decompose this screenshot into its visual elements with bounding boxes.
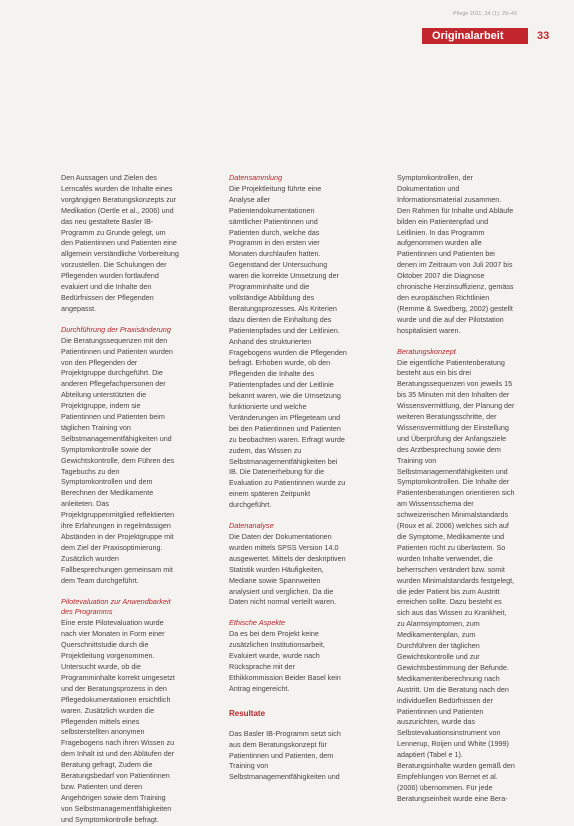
paragraph: Eine erste Pilotevaluation wurde nach vier Monaten in Form einer Querschnittstudie durch die Projektleitung vorgenommen. Untersucht wurde, ob die Programminhalte korrekt umgesetzt und der Beratungsprozess in den Pflegedokumentationen ersichtlich waren. Zusätzlich wurden die Pflegenden mittels eines selbsterstellten anonymen Fragebogens nach ihren Wissen zu dem Inhalt ist und den Abläufen der Beratung gefragt, Zudem die Beratungsbedarf von Patientinnen bzw. Patienten und deren Angehörigen sowie dem Training von Selbstmanagementfähigkeiten und Symptomkontrolle befragt. — [61, 618, 175, 824]
paragraph: Die Beratungssequenzen mit den Patientinnen und Patienten wurden von den Pflegenden der Projektgruppe durchgeführt. Die anderen Pflegefachpersonen der Abteilung unterstützten die Projektgruppe, indem sie Patientinnen und Patienten beim täglichen Training von Selbstmanagementfähigkeiten und Symptomkontrolle sowie der Gewichtskontrolle, dem Führen des Tagebuchs zu den Symptomkontrollen und dem Berechnen der Medikamente anleiteten. Das Projektgruppenmitglied reflektierten ihre Erfahrungen in regelmässigen Abständen in der Projektgruppe mit dem Ziel der Praxisoptimierung. Zusätzlich wurden Fallbesprechungen gemeinsam mit dem Team durchgeführt. — [61, 335, 175, 585]
paragraph: Das Basler IB-Programm setzt sich aus dem Beratungskonzept für Patientinnen und Patienten, dem Training von Selbstmanagementfähigkeiten und — [229, 728, 341, 782]
section-heading: Datenanalyse — [229, 521, 274, 531]
results-heading: Resultate — [229, 708, 266, 718]
section-heading: Ethische Aspekte — [229, 618, 286, 628]
section-banner: Originalarbeit — [422, 28, 528, 44]
paragraph: Die Projektleitung führte eine Analyse aller Patientendokumentationen sämtlicher Patientinnen und Patienten durch, welche das Programm in den ersten vier Monaten durchlaufen hatten. Gegenstand der Untersuchung waren die korrekte Umsetzung der Programminhalte und die vollständige Abbildung des Beratungsprozesses. Als Kriterien dazu dienten die Einhaltung des Patientenpfades und der Leitlinien. Anhand des strukturierten Fragebogens wurden die Pflegenden befragt. Erhoben wurde, ob den Pflegenden die Inhalte des Patientenpfades und der Leitlinie bekannt waren, wie die Umsetzung funktionierte und welche Veränderungen im Pflegeteam und bei den Patientinnen und Patienten zu beobachten waren. Erfragt wurde zudem, das Wissen zu Selbstmanagementfähigkeiten bei IB. Die Datenerhebung für die Evaluation zu Patientinnen wurde zu einem späteren Zeitpunkt durchgeführt. — [229, 183, 347, 510]
paragraph: Die Daten der Dokumentationen wurden mittels SPSS Version 14.0 ausgewertet. Mittels der deskriptiven Statistik wurden Häufigkeiten, Mediane sowie Spannweiten analysiert und verglichen. Da die Daten nicht normal verteilt waren. — [229, 532, 346, 607]
section-heading: Durchführung der Praxisänderung — [61, 324, 171, 334]
paragraph: Die eigentliche Patientenberatung besteht aus ein bis drei Beratungssequenzen von jeweils 15 bis 35 Minuten mit den Inhalten der Wissensvermittlung, der Planung der weiteren Beratungsschritte, der Wissensvermittlung der Einstellung und Überprüfung der Anfangsziele des Arztbesprechung sowie dem Training von Selbstmanagementfähigkeiten und Symptomkontrollen. Die Inhalte der Patientenberatungen orientieren sich am Wissensschema der schweizerischen Minimalstandards (Roux et al. 2006) welches sich auf die Symptome, Medikamente und Patienten rücht zu überlastem. So wurden Inhalte verwendet, die beherrschen verändert bzw. somit wurden Minimalstandards festgelegt, die jeder Patient bis zum Austritt erreichen sollte. Dazu besteht es sich aus das Wissen zu Krankheit, zu Alarmsymptomen, zum Medikamentenplan, zum Durchführen der täglichen Gewichtskontrolle und zur Gewichtsbestimmung der Befunde. Medikamentenberechnung nach Austritt. Um die Beratung nach den individuellen Bedürfnissen der Patientinnen und Patienten auszurichten, wurde das Selbstevaluationsinstrument von Lennerup, Roijen und White (1999) adaptiert (Tabel e 1). Beratungsinhalte wurden gemäß den Empfehlungen von Bernet et al. (2006) übernommen. Für jede Beratungseinheit wurde eine Bera- — [397, 357, 515, 803]
paragraph: Da es bei dem Projekt keine zusätzlichen Institutionsarbeit, Evaluiert wurde, wurde nach Rücksprache mit der Ethikkommission Beider Basel kein Antrag eingereicht. — [229, 629, 341, 693]
text-column-3 — [397, 173, 515, 805]
text-column-1 — [61, 173, 179, 826]
journal-citation: Pflege 2011; 24 (1): 29–43 — [453, 11, 518, 17]
paragraph: Symptomkontrollen, der Dokumentation und Informationsmaterial zusammen. Den Rahmen für Inhalte und Abläufe bilden ein Patientenpfad und Leitlinien. In das Programm aufgenommen wurden alle Patientinnen und Patienten bei denen im Zeitraum von Juli 2007 bis Oktober 2007 die Diagnose chronische Herzinsuffizienz, gemäss den europäischen Richtlinien (Remme & Swedberg, 2002) gestellt wurde und die auf der Pilotstation hospitalisiert waren. — [397, 173, 514, 335]
paragraph: Den Aussagen und Zielen des Lerncafés wurden die Inhalte eines vorgängigen Beratungskonzepts zur Medikation (Oertle et al., 2006) und das neu gestaltete Basler IB-Programm zu Grunde gelegt, um den Patientinnen und Patienten eine allgemein verständliche Vorbereitung vorzustellen. Die Schulungen der Pflegenden wurden fortlaufend evaluiert und die Inhalte den Bedürfnissen der Pflegenden angepasst. — [61, 173, 179, 313]
text-column-2 — [229, 173, 347, 783]
section-heading: Datensammlung — [229, 173, 283, 182]
section-heading: Pilotevaluation zur Anwendbarkeit des Programms — [61, 596, 171, 617]
section-heading: Beratungskonzept — [397, 346, 456, 356]
page-number: 33 — [537, 30, 550, 42]
